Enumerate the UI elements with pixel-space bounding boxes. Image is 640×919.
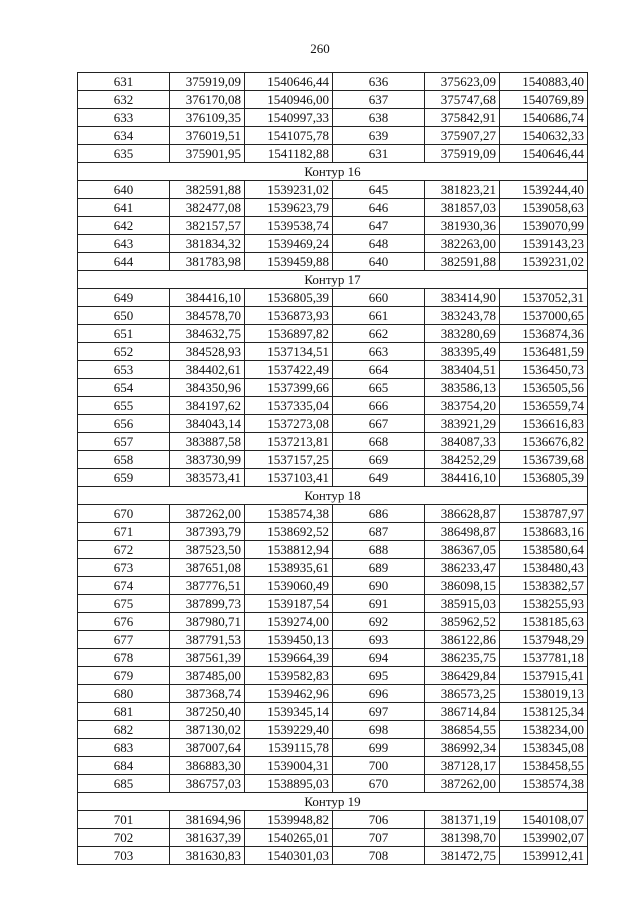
x-coordinate-cell: 381371,19	[425, 811, 500, 829]
y-coordinate-cell: 1536505,56	[500, 379, 588, 397]
x-coordinate-cell: 383573,41	[170, 469, 245, 487]
point-number-cell: 703	[78, 847, 170, 865]
y-coordinate-cell: 1540108,07	[500, 811, 588, 829]
y-coordinate-cell: 1536873,93	[245, 307, 333, 325]
x-coordinate-cell: 387393,79	[170, 523, 245, 541]
x-coordinate-cell: 375919,09	[170, 73, 245, 91]
y-coordinate-cell: 1537134,51	[245, 343, 333, 361]
table-row	[78, 235, 588, 253]
x-coordinate-cell: 384416,10	[425, 469, 500, 487]
y-coordinate-cell: 1538234,00	[500, 721, 588, 739]
point-number-cell: 654	[78, 379, 170, 397]
x-coordinate-cell: 387980,71	[170, 613, 245, 631]
point-number-cell: 692	[333, 613, 425, 631]
table-row	[78, 739, 588, 757]
y-coordinate-cell: 1539143,23	[500, 235, 588, 253]
point-number-cell: 689	[333, 559, 425, 577]
y-coordinate-cell: 1540646,44	[500, 145, 588, 163]
x-coordinate-cell: 382591,88	[170, 181, 245, 199]
y-coordinate-cell: 1536874,36	[500, 325, 588, 343]
table-row	[78, 757, 588, 775]
point-number-cell: 702	[78, 829, 170, 847]
point-number-cell: 666	[333, 397, 425, 415]
x-coordinate-cell: 384350,96	[170, 379, 245, 397]
y-coordinate-cell: 1537052,31	[500, 289, 588, 307]
table-row	[78, 181, 588, 199]
point-number-cell: 633	[78, 109, 170, 127]
y-coordinate-cell: 1540883,40	[500, 73, 588, 91]
point-number-cell: 642	[78, 217, 170, 235]
point-number-cell: 655	[78, 397, 170, 415]
x-coordinate-cell: 381694,96	[170, 811, 245, 829]
point-number-cell: 679	[78, 667, 170, 685]
point-number-cell: 631	[78, 73, 170, 91]
y-coordinate-cell: 1536897,82	[245, 325, 333, 343]
x-coordinate-cell: 375919,09	[425, 145, 500, 163]
point-number-cell: 641	[78, 199, 170, 217]
x-coordinate-cell: 387250,40	[170, 703, 245, 721]
table-row	[78, 217, 588, 235]
point-number-cell: 684	[78, 757, 170, 775]
y-coordinate-cell: 1537273,08	[245, 415, 333, 433]
section-title: Контур 17	[78, 271, 588, 289]
table-row	[78, 415, 588, 433]
y-coordinate-cell: 1537157,25	[245, 451, 333, 469]
point-number-cell: 701	[78, 811, 170, 829]
table-row	[78, 559, 588, 577]
x-coordinate-cell: 384402,61	[170, 361, 245, 379]
y-coordinate-cell: 1538574,38	[245, 505, 333, 523]
point-number-cell: 643	[78, 235, 170, 253]
point-number-cell: 693	[333, 631, 425, 649]
point-number-cell: 656	[78, 415, 170, 433]
page-number: 260	[310, 41, 330, 56]
x-coordinate-cell: 381637,39	[170, 829, 245, 847]
table-row	[78, 325, 588, 343]
x-coordinate-cell: 387523,50	[170, 541, 245, 559]
y-coordinate-cell: 1538382,57	[500, 577, 588, 595]
table-row	[78, 721, 588, 739]
table-row	[78, 343, 588, 361]
y-coordinate-cell: 1540686,74	[500, 109, 588, 127]
point-number-cell: 647	[333, 217, 425, 235]
x-coordinate-cell: 383754,20	[425, 397, 500, 415]
x-coordinate-cell: 382157,57	[170, 217, 245, 235]
x-coordinate-cell: 383280,69	[425, 325, 500, 343]
y-coordinate-cell: 1539469,24	[245, 235, 333, 253]
x-coordinate-cell: 386098,15	[425, 577, 500, 595]
point-number-cell: 690	[333, 577, 425, 595]
x-coordinate-cell: 381930,36	[425, 217, 500, 235]
x-coordinate-cell: 382591,88	[425, 253, 500, 271]
y-coordinate-cell: 1539582,83	[245, 667, 333, 685]
x-coordinate-cell: 376170,08	[170, 91, 245, 109]
y-coordinate-cell: 1538019,13	[500, 685, 588, 703]
point-number-cell: 634	[78, 127, 170, 145]
point-number-cell: 637	[333, 91, 425, 109]
point-number-cell: 635	[78, 145, 170, 163]
table-row	[78, 451, 588, 469]
y-coordinate-cell: 1537335,04	[245, 397, 333, 415]
x-coordinate-cell: 385962,52	[425, 613, 500, 631]
y-coordinate-cell: 1539229,40	[245, 721, 333, 739]
x-coordinate-cell: 383586,13	[425, 379, 500, 397]
section-header-row	[78, 793, 588, 811]
x-coordinate-cell: 381823,21	[425, 181, 500, 199]
table-row	[78, 145, 588, 163]
x-coordinate-cell: 383395,49	[425, 343, 500, 361]
point-number-cell: 685	[78, 775, 170, 793]
point-number-cell: 668	[333, 433, 425, 451]
x-coordinate-cell: 384632,75	[170, 325, 245, 343]
coordinates-table	[77, 72, 588, 865]
table-row	[78, 289, 588, 307]
point-number-cell: 650	[78, 307, 170, 325]
point-number-cell: 639	[333, 127, 425, 145]
x-coordinate-cell: 387791,53	[170, 631, 245, 649]
y-coordinate-cell: 1539450,13	[245, 631, 333, 649]
x-coordinate-cell: 387130,02	[170, 721, 245, 739]
table-row	[78, 811, 588, 829]
x-coordinate-cell: 382477,08	[170, 199, 245, 217]
y-coordinate-cell: 1540632,33	[500, 127, 588, 145]
table-row	[78, 127, 588, 145]
y-coordinate-cell: 1538580,64	[500, 541, 588, 559]
table-row	[78, 847, 588, 865]
table-row	[78, 361, 588, 379]
y-coordinate-cell: 1541075,78	[245, 127, 333, 145]
y-coordinate-cell: 1537213,81	[245, 433, 333, 451]
y-coordinate-cell: 1537781,18	[500, 649, 588, 667]
x-coordinate-cell: 382263,00	[425, 235, 500, 253]
x-coordinate-cell: 384197,62	[170, 397, 245, 415]
point-number-cell: 651	[78, 325, 170, 343]
x-coordinate-cell: 387561,39	[170, 649, 245, 667]
x-coordinate-cell: 384528,93	[170, 343, 245, 361]
x-coordinate-cell: 387262,00	[170, 505, 245, 523]
point-number-cell: 664	[333, 361, 425, 379]
point-number-cell: 706	[333, 811, 425, 829]
y-coordinate-cell: 1539664,39	[245, 649, 333, 667]
point-number-cell: 707	[333, 829, 425, 847]
x-coordinate-cell: 375842,91	[425, 109, 500, 127]
table-row	[78, 199, 588, 217]
table-row	[78, 523, 588, 541]
y-coordinate-cell: 1539538,74	[245, 217, 333, 235]
table-row	[78, 685, 588, 703]
x-coordinate-cell: 387007,64	[170, 739, 245, 757]
x-coordinate-cell: 386628,87	[425, 505, 500, 523]
table-row	[78, 379, 588, 397]
y-coordinate-cell: 1539948,82	[245, 811, 333, 829]
x-coordinate-cell: 387776,51	[170, 577, 245, 595]
point-number-cell: 669	[333, 451, 425, 469]
x-coordinate-cell: 375907,27	[425, 127, 500, 145]
y-coordinate-cell: 1540946,00	[245, 91, 333, 109]
table-row	[78, 433, 588, 451]
y-coordinate-cell: 1539345,14	[245, 703, 333, 721]
point-number-cell: 670	[78, 505, 170, 523]
y-coordinate-cell: 1541182,88	[245, 145, 333, 163]
y-coordinate-cell: 1536481,59	[500, 343, 588, 361]
point-number-cell: 667	[333, 415, 425, 433]
y-coordinate-cell: 1540769,89	[500, 91, 588, 109]
point-number-cell: 665	[333, 379, 425, 397]
point-number-cell: 640	[333, 253, 425, 271]
x-coordinate-cell: 376019,51	[170, 127, 245, 145]
point-number-cell: 695	[333, 667, 425, 685]
x-coordinate-cell: 381630,83	[170, 847, 245, 865]
x-coordinate-cell: 384087,33	[425, 433, 500, 451]
table-row	[78, 577, 588, 595]
y-coordinate-cell: 1538683,16	[500, 523, 588, 541]
x-coordinate-cell: 383887,58	[170, 433, 245, 451]
x-coordinate-cell: 383730,99	[170, 451, 245, 469]
y-coordinate-cell: 1539060,49	[245, 577, 333, 595]
point-number-cell: 687	[333, 523, 425, 541]
y-coordinate-cell: 1536450,73	[500, 361, 588, 379]
y-coordinate-cell: 1539231,02	[245, 181, 333, 199]
table-row	[78, 667, 588, 685]
x-coordinate-cell: 381398,70	[425, 829, 500, 847]
point-number-cell: 670	[333, 775, 425, 793]
y-coordinate-cell: 1540265,01	[245, 829, 333, 847]
x-coordinate-cell: 381783,98	[170, 253, 245, 271]
y-coordinate-cell: 1539274,00	[245, 613, 333, 631]
x-coordinate-cell: 381834,32	[170, 235, 245, 253]
y-coordinate-cell: 1540301,03	[245, 847, 333, 865]
y-coordinate-cell: 1537399,66	[245, 379, 333, 397]
point-number-cell: 683	[78, 739, 170, 757]
y-coordinate-cell: 1538458,55	[500, 757, 588, 775]
section-title: Контур 19	[78, 793, 588, 811]
y-coordinate-cell: 1538692,52	[245, 523, 333, 541]
x-coordinate-cell: 387368,74	[170, 685, 245, 703]
x-coordinate-cell: 381472,75	[425, 847, 500, 865]
section-header-row	[78, 487, 588, 505]
point-number-cell: 648	[333, 235, 425, 253]
x-coordinate-cell: 386757,03	[170, 775, 245, 793]
y-coordinate-cell: 1536805,39	[245, 289, 333, 307]
x-coordinate-cell: 375623,09	[425, 73, 500, 91]
table-row	[78, 775, 588, 793]
point-number-cell: 657	[78, 433, 170, 451]
y-coordinate-cell: 1537948,29	[500, 631, 588, 649]
y-coordinate-cell: 1539912,41	[500, 847, 588, 865]
y-coordinate-cell: 1537000,65	[500, 307, 588, 325]
y-coordinate-cell: 1539623,79	[245, 199, 333, 217]
y-coordinate-cell: 1539902,07	[500, 829, 588, 847]
y-coordinate-cell: 1537422,49	[245, 361, 333, 379]
y-coordinate-cell: 1536676,82	[500, 433, 588, 451]
table-row	[78, 397, 588, 415]
table-row	[78, 541, 588, 559]
point-number-cell: 638	[333, 109, 425, 127]
x-coordinate-cell: 387485,00	[170, 667, 245, 685]
y-coordinate-cell: 1538480,43	[500, 559, 588, 577]
table-row	[78, 613, 588, 631]
point-number-cell: 646	[333, 199, 425, 217]
table-row	[78, 703, 588, 721]
point-number-cell: 708	[333, 847, 425, 865]
x-coordinate-cell: 386992,34	[425, 739, 500, 757]
point-number-cell: 662	[333, 325, 425, 343]
y-coordinate-cell: 1539058,63	[500, 199, 588, 217]
point-number-cell: 700	[333, 757, 425, 775]
x-coordinate-cell: 386235,75	[425, 649, 500, 667]
y-coordinate-cell: 1537915,41	[500, 667, 588, 685]
x-coordinate-cell: 383414,90	[425, 289, 500, 307]
point-number-cell: 691	[333, 595, 425, 613]
x-coordinate-cell: 384043,14	[170, 415, 245, 433]
y-coordinate-cell: 1538935,61	[245, 559, 333, 577]
y-coordinate-cell: 1538787,97	[500, 505, 588, 523]
table-row	[78, 91, 588, 109]
y-coordinate-cell: 1539244,40	[500, 181, 588, 199]
y-coordinate-cell: 1536805,39	[500, 469, 588, 487]
table-row	[78, 307, 588, 325]
point-number-cell: 697	[333, 703, 425, 721]
y-coordinate-cell: 1538574,38	[500, 775, 588, 793]
point-number-cell: 694	[333, 649, 425, 667]
point-number-cell: 660	[333, 289, 425, 307]
y-coordinate-cell: 1540646,44	[245, 73, 333, 91]
table-row	[78, 829, 588, 847]
section-title: Контур 16	[78, 163, 588, 181]
x-coordinate-cell: 386854,55	[425, 721, 500, 739]
x-coordinate-cell: 386883,30	[170, 757, 245, 775]
point-number-cell: 631	[333, 145, 425, 163]
x-coordinate-cell: 376109,35	[170, 109, 245, 127]
x-coordinate-cell: 383404,51	[425, 361, 500, 379]
x-coordinate-cell: 385915,03	[425, 595, 500, 613]
x-coordinate-cell: 383921,29	[425, 415, 500, 433]
x-coordinate-cell: 386573,25	[425, 685, 500, 703]
x-coordinate-cell: 386367,05	[425, 541, 500, 559]
y-coordinate-cell: 1539462,96	[245, 685, 333, 703]
coordinates-table-body	[78, 73, 588, 865]
y-coordinate-cell: 1538125,34	[500, 703, 588, 721]
table-row	[78, 595, 588, 613]
point-number-cell: 672	[78, 541, 170, 559]
y-coordinate-cell: 1537103,41	[245, 469, 333, 487]
point-number-cell: 632	[78, 91, 170, 109]
x-coordinate-cell: 386714,84	[425, 703, 500, 721]
section-header-row	[78, 271, 588, 289]
y-coordinate-cell: 1539231,02	[500, 253, 588, 271]
x-coordinate-cell: 386233,47	[425, 559, 500, 577]
table-row	[78, 505, 588, 523]
point-number-cell: 696	[333, 685, 425, 703]
x-coordinate-cell: 375747,68	[425, 91, 500, 109]
y-coordinate-cell: 1538812,94	[245, 541, 333, 559]
table-row	[78, 253, 588, 271]
x-coordinate-cell: 383243,78	[425, 307, 500, 325]
table-row	[78, 469, 588, 487]
y-coordinate-cell: 1538345,08	[500, 739, 588, 757]
y-coordinate-cell: 1540997,33	[245, 109, 333, 127]
x-coordinate-cell: 384416,10	[170, 289, 245, 307]
point-number-cell: 652	[78, 343, 170, 361]
point-number-cell: 699	[333, 739, 425, 757]
point-number-cell: 658	[78, 451, 170, 469]
section-header-row	[78, 163, 588, 181]
x-coordinate-cell: 387262,00	[425, 775, 500, 793]
x-coordinate-cell: 387128,17	[425, 757, 500, 775]
point-number-cell: 678	[78, 649, 170, 667]
y-coordinate-cell: 1539459,88	[245, 253, 333, 271]
point-number-cell: 671	[78, 523, 170, 541]
point-number-cell: 649	[333, 469, 425, 487]
x-coordinate-cell: 375901,95	[170, 145, 245, 163]
x-coordinate-cell: 386429,84	[425, 667, 500, 685]
point-number-cell: 636	[333, 73, 425, 91]
x-coordinate-cell: 387651,08	[170, 559, 245, 577]
point-number-cell: 661	[333, 307, 425, 325]
section-title: Контур 18	[78, 487, 588, 505]
y-coordinate-cell: 1539070,99	[500, 217, 588, 235]
x-coordinate-cell: 387899,73	[170, 595, 245, 613]
point-number-cell: 659	[78, 469, 170, 487]
point-number-cell: 640	[78, 181, 170, 199]
y-coordinate-cell: 1539187,54	[245, 595, 333, 613]
x-coordinate-cell: 386122,86	[425, 631, 500, 649]
point-number-cell: 681	[78, 703, 170, 721]
point-number-cell: 675	[78, 595, 170, 613]
point-number-cell: 677	[78, 631, 170, 649]
table-row	[78, 649, 588, 667]
y-coordinate-cell: 1538185,63	[500, 613, 588, 631]
point-number-cell: 676	[78, 613, 170, 631]
y-coordinate-cell: 1539115,78	[245, 739, 333, 757]
table-row	[78, 73, 588, 91]
y-coordinate-cell: 1536616,83	[500, 415, 588, 433]
y-coordinate-cell: 1536559,74	[500, 397, 588, 415]
point-number-cell: 686	[333, 505, 425, 523]
point-number-cell: 682	[78, 721, 170, 739]
x-coordinate-cell: 384252,29	[425, 451, 500, 469]
table-row	[78, 109, 588, 127]
table-row	[78, 631, 588, 649]
point-number-cell: 645	[333, 181, 425, 199]
y-coordinate-cell: 1538255,93	[500, 595, 588, 613]
y-coordinate-cell: 1538895,03	[245, 775, 333, 793]
point-number-cell: 653	[78, 361, 170, 379]
point-number-cell: 688	[333, 541, 425, 559]
x-coordinate-cell: 384578,70	[170, 307, 245, 325]
point-number-cell: 680	[78, 685, 170, 703]
y-coordinate-cell: 1536739,68	[500, 451, 588, 469]
point-number-cell: 663	[333, 343, 425, 361]
point-number-cell: 649	[78, 289, 170, 307]
point-number-cell: 644	[78, 253, 170, 271]
point-number-cell: 698	[333, 721, 425, 739]
x-coordinate-cell: 386498,87	[425, 523, 500, 541]
point-number-cell: 673	[78, 559, 170, 577]
x-coordinate-cell: 381857,03	[425, 199, 500, 217]
y-coordinate-cell: 1539004,31	[245, 757, 333, 775]
point-number-cell: 674	[78, 577, 170, 595]
